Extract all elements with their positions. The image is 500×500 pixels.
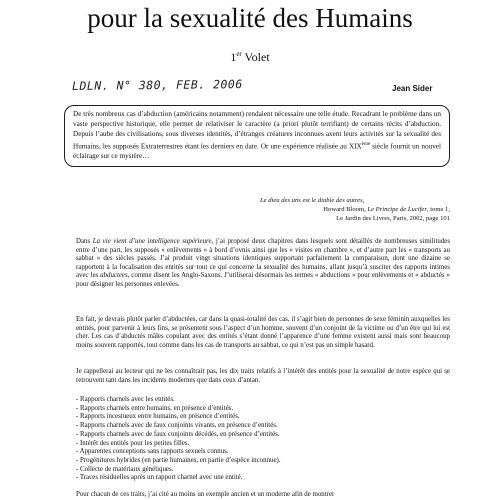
intro-century-suffix: ème bbox=[361, 141, 371, 147]
p1-text-b: , j’ai proposé deux chapitres dans lesquels sont détaillés de nombreuses similitudes entre d’une part, les supposés « enlèvements » à bord d’ovnis ainsi que les « visites en chambre », et d’autre part les « transports au sabbat » des siècles passés. J’ai produit vingt situations identiques supportant parfaitement la comparaison, dont une dizaine se rapportent à la focalisation des entités sur tout ce qui concerne la sexualité des humains, allant jusqu’à susciter des rapports intimes avec les bbox=[76, 238, 450, 280]
p1-text-a: Dans bbox=[76, 238, 93, 245]
body-paragraph-2: En fait, je devrais plutôt parler d’abductées, car dans la quasi-totalité des cas, il s’agit bien de personnes de sexe féminin auxquelles les entités, pour parvenir à leurs fins, se présentent sous l’aspect d’un homme, souvent d’un conjoint de la victime ou d’un être qui lui est cher. Les cas d’abductés mâles copulant avec des entités s’étant donné l’apparence d’une femme existent aussi mais sont beaucoup moins souvent rapportés, tout comme dans les cas de transports au sabbat, ce qui n’est pas un simple hasard. bbox=[76, 316, 450, 349]
list-item: - Collecte de matériaux génétiques. bbox=[76, 465, 174, 473]
intro-text: De très nombreux cas d’abduction (américains notamment) rendaient nécessaire une telle étude. Recadrant le problème dans un vaste perspective historique, elle permet de relativiser le caractère (a priori plutôt terrifiant) de certains récits d’abduction. Depuis l’aube des civilisations, sous diverses identités, d’étranges créatures inconnues axent leurs activités sur la sexualité des Humains, les supposés Extraterrestres étant les derniers en date. Or une expérience réalisée au XIX bbox=[73, 110, 441, 151]
citation-volume: , tome 1, bbox=[426, 206, 450, 214]
subtitle-volet: Volet bbox=[241, 50, 270, 64]
citation-publisher: Le Jardin des Livres, Paris, 2002, page 101 bbox=[336, 215, 450, 223]
intro-box bbox=[64, 105, 450, 167]
traits-list bbox=[76, 396, 450, 483]
intro-text-end: siècle fournit un nouvel éclairage sur ce mystère… bbox=[73, 142, 441, 161]
quote-line: Le dieu des uns est le diable des autres, bbox=[260, 197, 365, 204]
p1-abductees-term: abductees bbox=[100, 272, 128, 280]
list-item: - Rapports charnels avec les entités. bbox=[76, 396, 175, 403]
article-title: pour la sexualité des Humains bbox=[87, 3, 413, 33]
body-paragraph-3: Je rappellerai au lecteur qui ne les connaîtrait pas, les dix traits relatifs à l’intérêt des entités pour la sexualité de notre espèce qui se retrouvent tant dans les incidents modernes que dans ceux d’antan. bbox=[76, 368, 450, 384]
list-item: - Rapports incestueux entre humains, en présence d’entités. bbox=[76, 413, 240, 421]
author-name: Jean Sider bbox=[392, 84, 433, 93]
list-item: - Traces résiduelles après un rapport charnel avec une entité. bbox=[76, 474, 243, 482]
list-item: - Progénitures hybrides (en partie humaines, en partie d’espèce inconnue). bbox=[76, 456, 281, 464]
subtitle-number: 1 bbox=[230, 50, 237, 64]
quote-citation bbox=[260, 205, 450, 214]
list-item: - Apparentes conceptions sans rapports sexuels connus. bbox=[76, 448, 229, 456]
list-item: - Rapports charnels avec de faux conjoints vivants, en présence d’entités. bbox=[76, 422, 278, 430]
citation-book-title: Le Principe de Lucifer bbox=[367, 206, 427, 214]
list-item: - Rapports charnels avec de faux conjoints décédés, en présence d’entités. bbox=[76, 430, 280, 438]
body-paragraph-1 bbox=[76, 238, 450, 289]
subtitle-ordinal: er bbox=[236, 50, 242, 58]
epigraph-quote bbox=[260, 196, 450, 224]
article-subtitle bbox=[0, 50, 500, 65]
p1-text-c: , comme disent les Anglo-Saxons. J’utiliserai désormais les termes « abductions » pour enlèvements et « abductés » pour désigner les personnes enlevées. bbox=[76, 272, 450, 288]
handwritten-reference: LDLN. N° 380, FEB. 2006 bbox=[71, 77, 243, 93]
p1-book-title: La vie vient d’une intelligence supérieure bbox=[92, 238, 212, 245]
list-item: - Rapports charnels entre humains, en présence d’entités. bbox=[76, 404, 234, 412]
body-paragraph-4: Pour chacun de ces traits, j’ai cité au moins un exemple ancien et un moderne afin de montrer bbox=[76, 491, 335, 498]
citation-author: Howard Bloom, bbox=[323, 206, 368, 214]
list-item: - Intérêt des entités pour les petites filles. bbox=[76, 439, 190, 447]
